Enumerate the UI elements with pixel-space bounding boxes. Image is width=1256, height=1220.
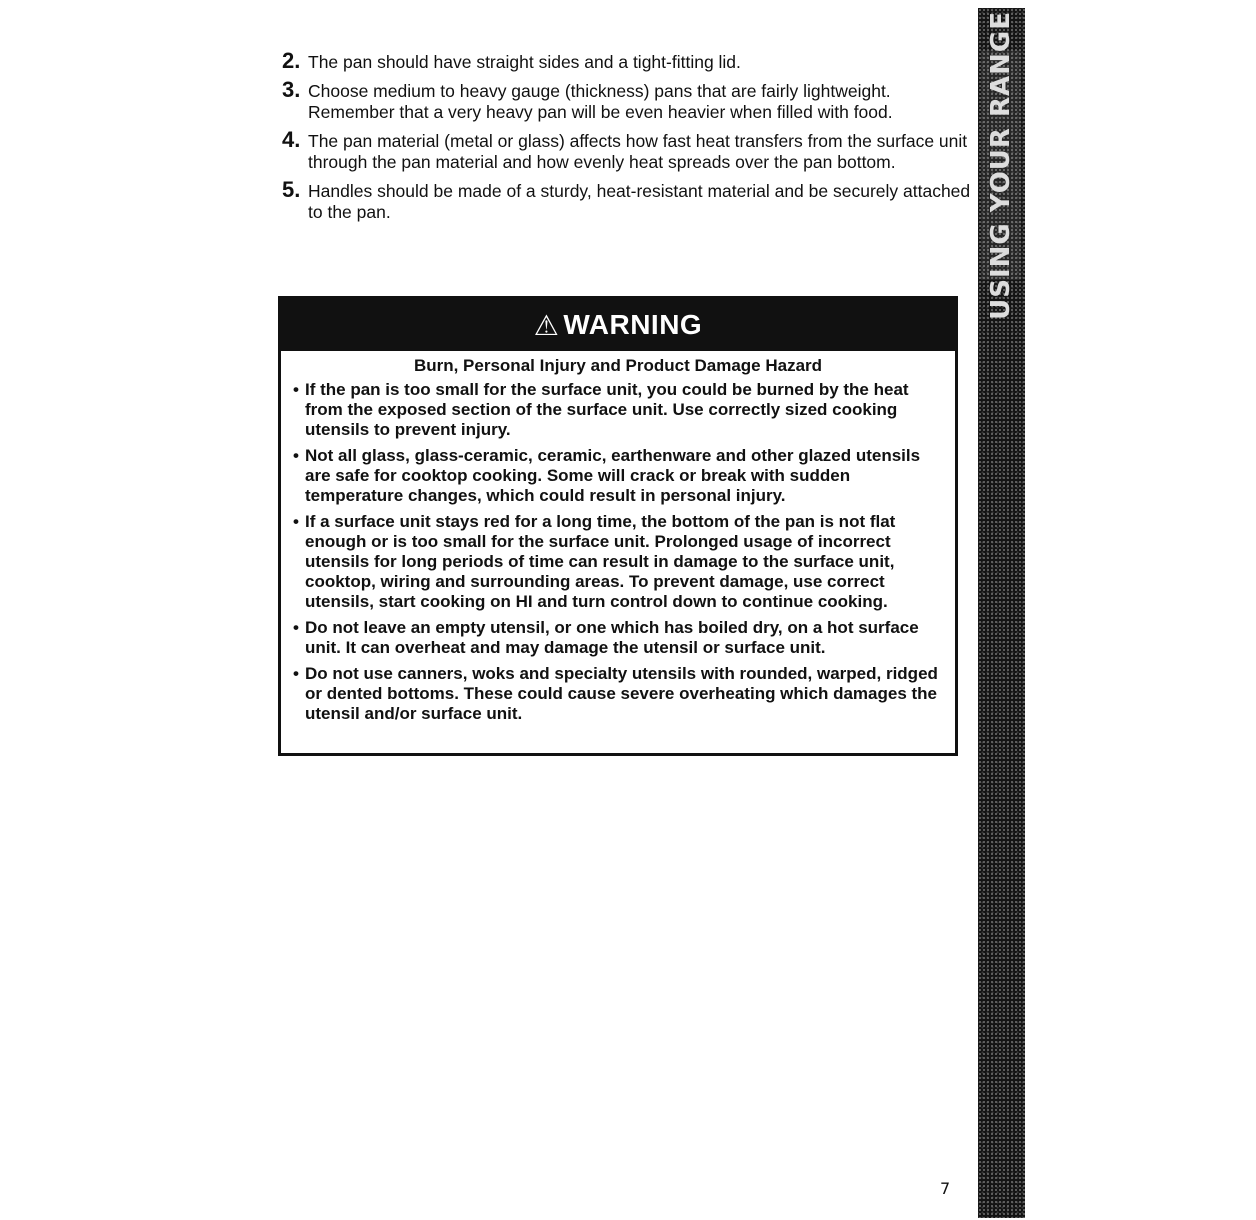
side-tab-label: USING YOUR RANGE (986, 10, 1016, 320)
list-item (282, 177, 972, 223)
item-number: 3. (282, 77, 301, 102)
bullet-text: If the pan is too small for the surface unit, you could be burned by the heat from the exposed section of the surface unit. Use correctly sized cooking utensils to prevent injury. (305, 380, 909, 439)
list-item (282, 127, 972, 173)
list-item (282, 48, 972, 73)
bullet-icon: • (293, 618, 299, 637)
warning-bullets (281, 380, 955, 724)
bullet-icon: • (293, 446, 299, 465)
warning-box (278, 296, 958, 756)
warning-bullet (293, 618, 949, 658)
item-text: The pan should have straight sides and a tight-fitting lid. (308, 52, 741, 72)
bullet-icon: • (293, 512, 299, 531)
warning-bullet (293, 446, 949, 506)
bullet-text: If a surface unit stays red for a long time, the bottom of the pan is not flat enough or is too small for the surface unit. Prolonged usage of incorrect utensils for long periods of time can result in damage to the surface unit, cooktop, wiring and surrounding areas. To prevent damage, use correct utensils, start cooking on HI and turn control down to continue cooking. (305, 512, 896, 611)
bullet-text: Do not use canners, woks and specialty utensils with rounded, warped, ridged or dented bottoms. These could cause severe overheating which damages the utensil and/or surface unit. (305, 664, 938, 723)
side-tab-label-box (981, 10, 1021, 320)
pan-tips-list (282, 48, 972, 231)
section-side-tab (978, 8, 1025, 1218)
warning-triangle-icon: ⚠ (533, 309, 560, 341)
warning-header (281, 299, 955, 351)
hazard-title: Burn, Personal Injury and Product Damage Hazard (413, 356, 823, 375)
warning-bullet (293, 380, 949, 440)
list-item (282, 77, 972, 123)
warning-heading: WARNING (563, 309, 703, 340)
item-number: 4. (282, 127, 301, 152)
item-number: 2. (282, 48, 301, 73)
item-text: Handles should be made of a sturdy, heat-resistant material and be securely attached to the pan. (308, 181, 971, 222)
bullet-icon: • (293, 380, 299, 399)
warning-bullet (293, 664, 949, 724)
bullet-text: Do not leave an empty utensil, or one which has boiled dry, on a hot surface unit. It can overheat and may damage the utensil or surface unit. (305, 618, 919, 657)
item-text: The pan material (metal or glass) affects how fast heat transfers from the surface unit through the pan material and how evenly heat spreads over the pan bottom. (308, 131, 968, 172)
page-number: 7 (940, 1179, 951, 1198)
bullet-icon: • (293, 664, 299, 683)
bullet-text: Not all glass, glass-ceramic, ceramic, earthenware and other glazed utensils are safe for cooktop cooking. Some will crack or break with sudden temperature changes, which could result in personal injury. (305, 446, 921, 505)
item-number: 5. (282, 177, 301, 202)
warning-bullet (293, 512, 949, 612)
item-text: Choose medium to heavy gauge (thickness) pans that are fairly lightweight. Remember that a very heavy pan will be even heavier when filled with food. (308, 81, 893, 122)
